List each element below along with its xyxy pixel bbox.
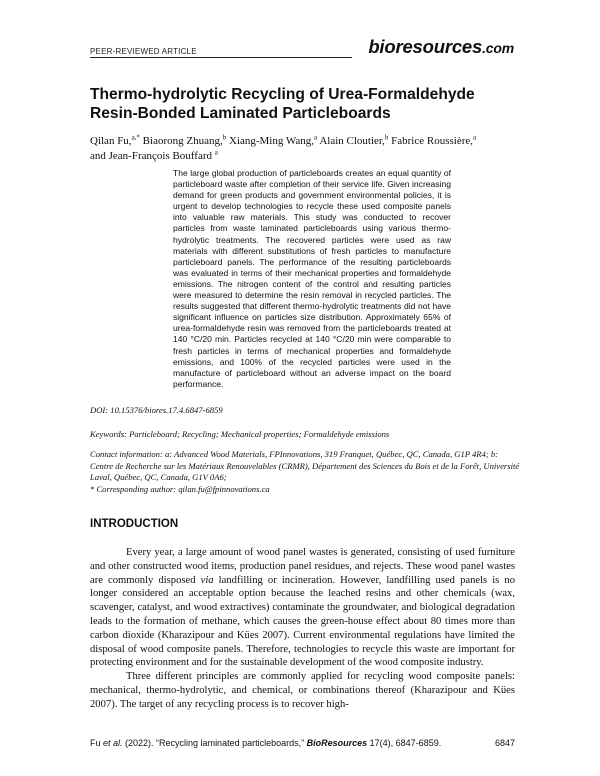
paragraph-1-part-b: landfilling or incineration. However, landfilling used panels is no longer considered an acceptable option because the leached resins and other chemicals (wax, scavenger, catalyst, and wood extractives) contaminate the groundwater, and biological degradation leads to the formation of methane, which causes the green-house effect about 80 times more than carbon dioxide (Kharazipour and Kües 2007). Current environmental regulations have limited the disposal of wood composite panels. Therefore, technologies to recycle this waste are important for protecting environment and for the sustainable development of the wood composite industry.: [90, 574, 515, 669]
keywords-line: Keywords: Particleboard; Recycling; Mechanical properties; Formaldehyde emissions: [90, 429, 390, 439]
paragraph-2: Three different principles are commonly applied for recycling wood composite panels: mechanical, thermo-hydrolytic, and chemical, or combinations thereof (Kharazipour and Kües 2007). The target of any recycling process is to recover high-: [90, 671, 515, 710]
author-affiliation: a: [473, 133, 477, 142]
article-title: [90, 85, 530, 123]
brand-domain: .com: [482, 40, 514, 56]
doi-line[interactable]: DOI: 10.15376/biores.17.4.6847-6859: [90, 405, 223, 415]
brand-name: bioresources: [368, 36, 483, 57]
introduction-body: [90, 546, 515, 712]
author-name: Qilan Fu,: [90, 135, 132, 147]
section-heading-introduction: INTRODUCTION: [90, 518, 179, 530]
author-list: [90, 134, 530, 163]
header-rule: [90, 57, 352, 58]
title-line-1: Thermo-hydrolytic Recycling of Urea-Formaldehyde: [90, 86, 475, 103]
paragraph-1-via: via: [200, 574, 214, 586]
author-affiliation: b: [222, 133, 227, 142]
page-header: [90, 36, 514, 61]
cite-volume: 17(4), 6847-6859.: [367, 738, 442, 748]
author-affiliation: a: [314, 133, 318, 142]
author-name: Fabrice Roussière,: [391, 135, 473, 147]
affiliations-text: Contact information: a: Advanced Wood Materials, FPInnovations, 319 Franquet, Québec, QC, Canada, G1P 4R4; b: Centre de Recherche sur les Matériaux Renouvelables (CRMR), Département des Sciences du Bois et de la Forêt, Université Laval, Québec, QC, Canada, G1V 0A6;: [90, 449, 520, 483]
cite-author: Fu: [90, 738, 104, 748]
cite-etal: et al.: [103, 738, 123, 748]
author-affiliation: a,*: [131, 133, 140, 142]
contact-information: [90, 449, 520, 495]
title-line-2: Resin-Bonded Laminated Particleboards: [90, 105, 391, 122]
footer-citation: [90, 738, 441, 748]
abstract: The large global production of particleboards creates an equal quantity of particleboard waste after completion of their service life. Given increasing demand for green products and government environmental policies, it is urgent to develop technologies to recycle these used composite panels into valuable raw materials. This study was conducted to recover particles from waste laminated particleboards using various thermo-hydrolytic treatments. The recovered particles were used as raw materials with different substitutions of fresh particles to manufacture particleboard panels. The performance of the resulting particleboards was evaluated in terms of their mechanical properties and formaldehyde emissions. The nitrogen content of the control and resulting particles were measured to determine the resin removal in recycled particles. The results suggested that different thermo-hydrolytic treatments did not have significant influence on particles size distribution. Approximately 65% of urea-formaldehyde resin was removed from the particleboards treated at 140 °C/20 min. Particles recycled at 140 °C/20 min were comparable to fresh particles in terms of mechanical properties and formaldehyde emissions, and 100% of the recycled particles were used in the manufacture of particleboard without an adverse impact on the board performance.: [173, 168, 451, 389]
paragraph-1: [90, 546, 515, 670]
author-affiliation: b: [384, 133, 389, 142]
author-name: Xiang-Ming Wang,: [228, 135, 315, 147]
author-name: Alain Cloutier,: [319, 135, 385, 147]
cite-title: (2022). “Recycling laminated particleboards,”: [122, 738, 307, 748]
paragraph-1-part-a: Every year, a large amount of wood panel wastes is generated, consisting of used furniture and other constructed wood items, production panel residues, and rejects. These wood panel wastes are commonly disposed: [90, 547, 515, 586]
journal-brand[interactable]: [368, 36, 514, 58]
header-label: PEER-REVIEWED ARTICLE: [90, 47, 197, 56]
author-affiliation: a: [214, 147, 218, 156]
page-number: 6847: [494, 738, 515, 748]
author-name: Biaorong Zhuang,: [142, 135, 223, 147]
cite-journal: BioResources: [306, 738, 368, 748]
author-name: and Jean-François Bouffard: [90, 149, 212, 162]
corresponding-author[interactable]: * Corresponding author: qilan.fu@fpinnovations.ca: [90, 483, 270, 494]
